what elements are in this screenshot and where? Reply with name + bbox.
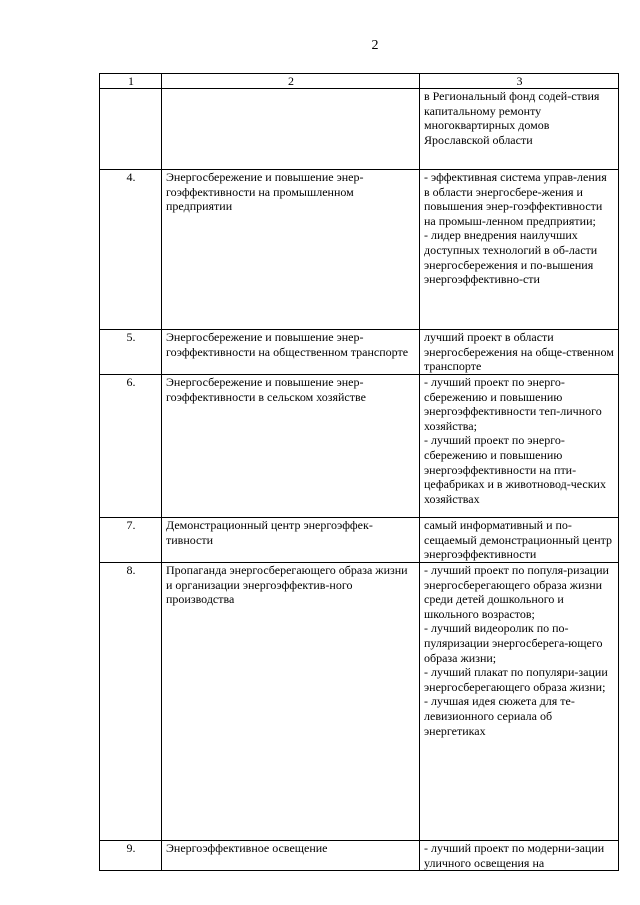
row-number: 7. (100, 518, 162, 563)
row-number: 6. (100, 375, 162, 518)
table-row (100, 170, 619, 330)
criteria-cell (420, 518, 619, 563)
criteria-item: - лучший проект по модерни-зации уличного освещения на (424, 841, 605, 870)
header-cell-1: 1 (100, 74, 162, 89)
table-row (100, 330, 619, 375)
criteria-item: в Региональный фонд содей-ствия капитальному ремонту многоквартирных домов Ярославской области (424, 89, 600, 147)
criteria-cell (420, 170, 619, 330)
nomination-cell: Демонстрационный центр энергоэффек-тивности (162, 518, 420, 563)
row-number: 4. (100, 170, 162, 330)
nomination-cell: Пропаганда энергосберегающего образа жизни и организации энергоэффектив-ного производства (162, 563, 420, 841)
table-row (100, 841, 619, 871)
nomination-cell: Энергосбережение и повышение энер-гоэффективности на промышленном предприятии (162, 170, 420, 330)
criteria-cell (420, 563, 619, 841)
criteria-cell (420, 841, 619, 871)
row-number: 9. (100, 841, 162, 871)
criteria-item: - лучший проект по популя-ризации энергосберегающего образа жизни среди детей дошкольного и школьного возрастов; (424, 563, 609, 621)
table-row (100, 89, 619, 170)
table-row (100, 375, 619, 518)
nomination-cell: Энергоэффективное освещение (162, 841, 420, 871)
row-number: 8. (100, 563, 162, 841)
row-number (100, 89, 162, 170)
nomination-cell: Энергосбережение и повышение энер-гоэффективности на общественном транспорте (162, 330, 420, 375)
criteria-cell (420, 330, 619, 375)
row-number: 5. (100, 330, 162, 375)
table-row (100, 563, 619, 841)
nomination-cell: Энергосбережение и повышение энер-гоэффективности в сельском хозяйстве (162, 375, 420, 518)
criteria-item: самый информативный и по-сещаемый демонстрационный центр энергоэффективности (424, 518, 612, 562)
nominations-table (99, 73, 619, 871)
header-cell-3: 3 (420, 74, 619, 89)
criteria-item: - лучший проект по энерго-сбережению и повышению энергоэффективности на пти-цефабриках и в животновод-ческих хозяйствах (424, 433, 606, 506)
criteria-cell (420, 375, 619, 518)
criteria-cell (420, 89, 619, 170)
criteria-item: - лучший видеоролик по по-пуляризации энергосберега-ющего образа жизни; (424, 621, 603, 665)
criteria-item: - лучшая идея сюжета для те-левизионного сериала об энергетиках (424, 694, 575, 738)
criteria-item: лучший проект в области энергосбережения на обще-ственном транспорте (424, 330, 614, 374)
header-cell-2: 2 (162, 74, 420, 89)
criteria-item: - лучший проект по энерго-сбережению и повышению энергоэффективности теп-личного хозяйства; (424, 375, 602, 433)
criteria-item: - эффективная система управ-ления в области энергосбере-жения и повышения энер-гоэффективности на промыш-ленном предприятии; (424, 170, 607, 228)
table-header-row (100, 74, 619, 89)
table-row (100, 518, 619, 563)
nomination-cell (162, 89, 420, 170)
criteria-item: - лидер внедрения наилучших доступных технологий в об-ласти энергосбережения и по-вышения энергоэффективно-сти (424, 228, 598, 287)
criteria-item: - лучший плакат по популяри-зации энергосберегающего образа жизни; (424, 665, 608, 694)
page-number: 2 (371, 38, 379, 53)
